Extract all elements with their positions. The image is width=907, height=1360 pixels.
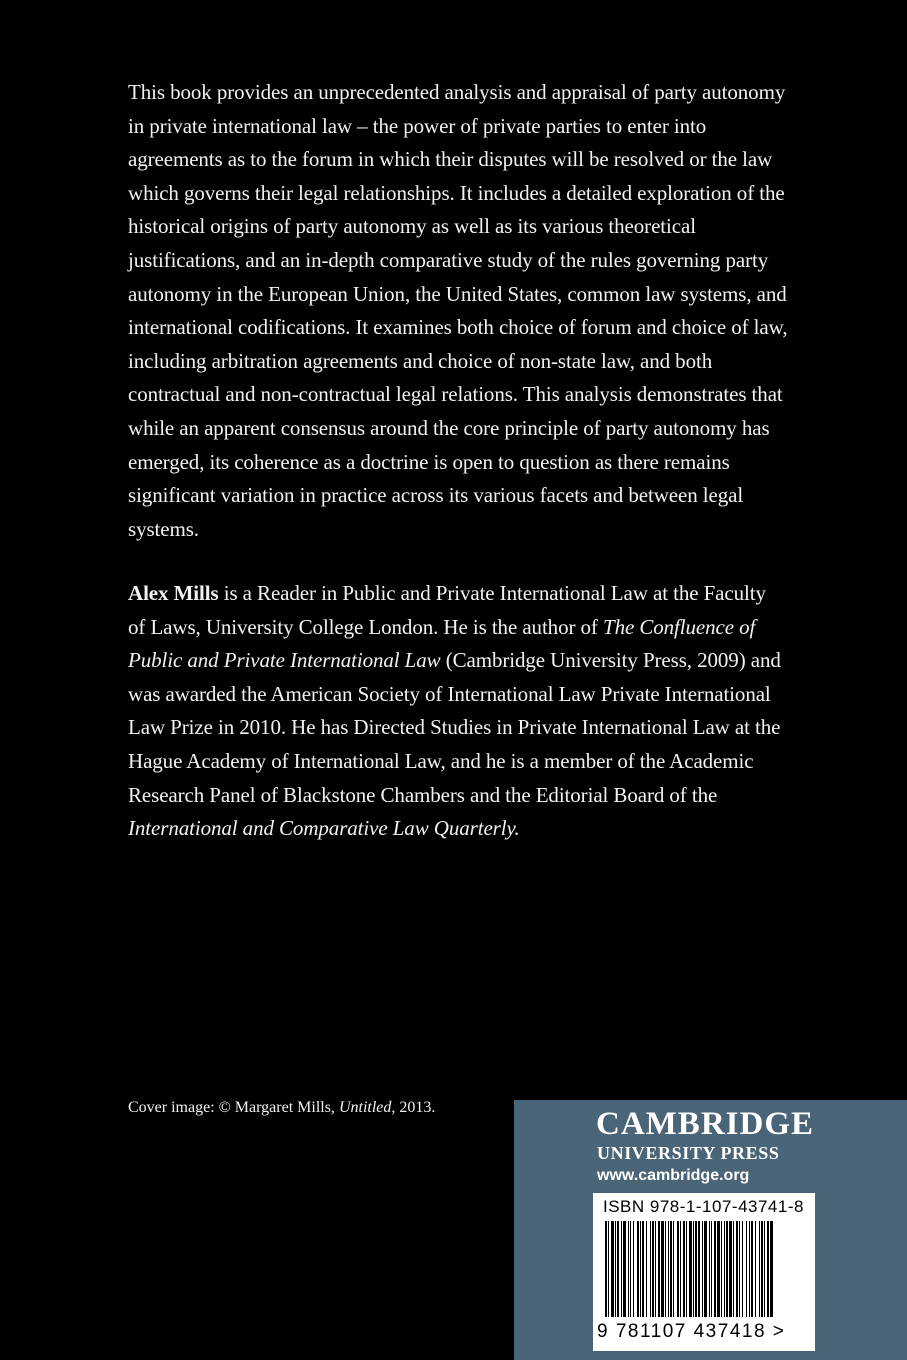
barcode-bar bbox=[611, 1221, 614, 1317]
barcode-bar bbox=[770, 1221, 773, 1317]
publisher-panel bbox=[514, 1100, 907, 1360]
author-bio bbox=[128, 577, 788, 846]
barcode-bar bbox=[623, 1221, 626, 1317]
barcode-bar bbox=[683, 1221, 685, 1317]
barcode-bar bbox=[702, 1221, 703, 1317]
barcode-bar bbox=[746, 1221, 747, 1317]
barcode-bar bbox=[739, 1221, 740, 1317]
publisher-name: CAMBRIDGE bbox=[596, 1106, 815, 1142]
barcode-bar bbox=[729, 1221, 732, 1317]
bio-text-2: (Cambridge University Press, 2009) and was awarded the American Society of International Law Private International Law Prize in 2010. He has Directed Studies in Private International Law at the Hague Academy of International Law, and he is a member of the Academic Research Panel of Blackstone Chambers and the Editorial Board of the bbox=[128, 648, 781, 807]
barcode-bar bbox=[714, 1221, 716, 1317]
barcode-bar bbox=[759, 1221, 760, 1317]
barcode-bar bbox=[608, 1221, 609, 1317]
barcode-bar bbox=[695, 1221, 697, 1317]
barcode-bar bbox=[704, 1221, 707, 1317]
barcode-bar bbox=[617, 1221, 619, 1317]
barcode-graphic bbox=[599, 1221, 809, 1319]
barcode-bar bbox=[724, 1221, 725, 1317]
barcode-bar bbox=[717, 1221, 720, 1317]
barcode-bar bbox=[680, 1221, 681, 1317]
barcode-bar bbox=[677, 1221, 679, 1317]
barcode-bar bbox=[721, 1221, 722, 1317]
barcode-bar bbox=[652, 1221, 654, 1317]
barcode-bar bbox=[630, 1221, 631, 1317]
barcode-bar bbox=[761, 1221, 763, 1317]
barcode-bar bbox=[661, 1221, 664, 1317]
author-name: Alex Mills bbox=[128, 581, 219, 605]
barcode-bar bbox=[650, 1221, 651, 1317]
barcode-bar bbox=[751, 1221, 753, 1317]
barcode-bar bbox=[658, 1221, 660, 1317]
barcode-bar bbox=[733, 1221, 734, 1317]
barcode-bar bbox=[726, 1221, 728, 1317]
bio-text-1: is a Reader in Public and Private International Law at the Faculty of Laws, University College London. He is the author of bbox=[128, 581, 766, 639]
journal-title: International and Comparative Law Quarterly. bbox=[128, 816, 520, 841]
isbn-label: ISBN 978-1-107-43741-8 bbox=[603, 1197, 804, 1216]
publisher-url: www.cambridge.org bbox=[597, 1167, 750, 1184]
barcode-bar bbox=[742, 1221, 743, 1317]
barcode-bar bbox=[615, 1221, 616, 1317]
barcode-bar bbox=[633, 1221, 634, 1317]
barcode-bar bbox=[689, 1221, 692, 1317]
barcode-bar bbox=[637, 1221, 639, 1317]
barcode-bar bbox=[605, 1221, 607, 1317]
barcode-bar bbox=[686, 1221, 687, 1317]
barcode-bar bbox=[655, 1221, 656, 1317]
barcode-bar bbox=[709, 1221, 710, 1317]
credit-suffix: , 2013. bbox=[391, 1099, 436, 1116]
barcode-bar bbox=[755, 1221, 756, 1317]
barcode-bar bbox=[668, 1221, 669, 1317]
barcode-bar bbox=[698, 1221, 700, 1317]
barcode-digits: 9 781107 437418 > bbox=[597, 1321, 786, 1342]
barcode-bar bbox=[640, 1221, 641, 1317]
barcode-bar bbox=[673, 1221, 674, 1317]
barcode-bar bbox=[646, 1221, 647, 1317]
back-cover-blurb: This book provides an unprecedented analysis and appraisal of party autonomy in private international law – the power of private parties to enter into agreements as to the forum in which their disputes will be resolved or the law which governs their legal relationships. It includes a detailed exploration of the historical origins of party autonomy as well as its various theoretical justifications, and an in-depth comparative study of the rules governing party autonomy in the European Union, the United States, common law systems, and international codifications. It examines both choice of forum and choice of law, including arbitration agreements and choice of non-state law, and both contractual and non-contractual legal relations. This analysis demonstrates that while an apparent consensus around the core principle of party autonomy has emerged, its coherence as a doctrine is open to question as there remains significant variation in practice across its various facets and between legal systems. bbox=[128, 80, 788, 541]
barcode-bar bbox=[621, 1221, 622, 1317]
barcode-box bbox=[593, 1193, 815, 1351]
barcode-bar bbox=[764, 1221, 765, 1317]
cover-image-credit bbox=[128, 1099, 435, 1117]
publisher-subtitle: UNIVERSITY PRESS bbox=[597, 1143, 780, 1163]
barcode-bar bbox=[749, 1221, 750, 1317]
book-title: The Confluence of Public and Private International Law bbox=[128, 614, 756, 673]
credit-prefix: Cover image: © Margaret Mills, bbox=[128, 1099, 339, 1116]
barcode-bar bbox=[642, 1221, 644, 1317]
barcode-bar bbox=[767, 1221, 769, 1317]
barcode-bar bbox=[693, 1221, 694, 1317]
barcode-bar bbox=[736, 1221, 738, 1317]
barcode-bar bbox=[628, 1221, 629, 1317]
credit-work-title: Untitled bbox=[338, 1099, 392, 1116]
barcode-bar bbox=[711, 1221, 712, 1317]
barcode-bar bbox=[670, 1221, 672, 1317]
barcode-bar bbox=[665, 1221, 666, 1317]
